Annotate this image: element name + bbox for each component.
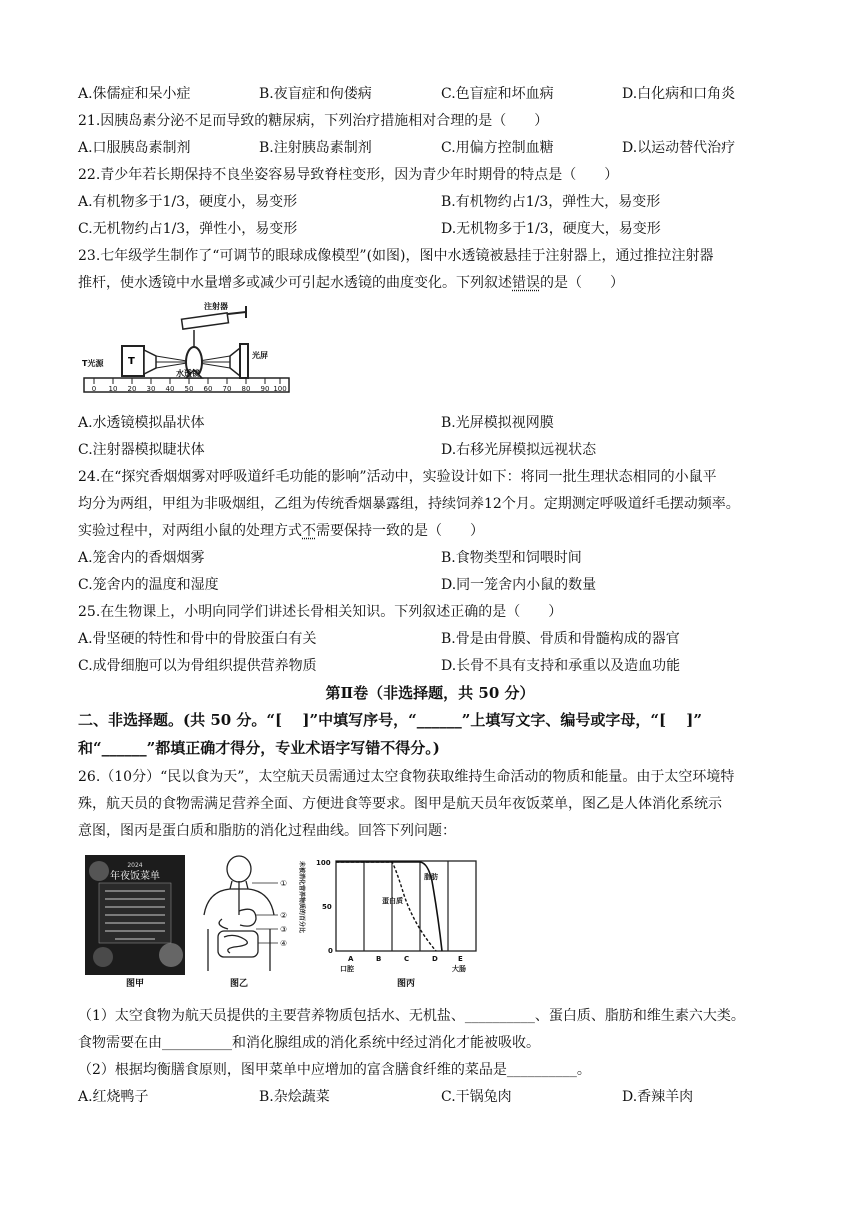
figure-bing-label: 图丙 [396, 979, 416, 987]
y-tick-50: 50 [322, 903, 332, 911]
q26-stem-line2: 殊，航天员的食物需满足营养全面、方便进食等要求。图甲是航天员年夜饭菜单，图乙是人体消化系统示 [78, 796, 722, 812]
q24-option-a: A.笼舍内的香烟烟雾 [78, 550, 205, 566]
yaxis-label: 未被消化营养物质的百分比 [298, 861, 305, 934]
q23-option-d: D.右移光屏模拟远视状态 [441, 442, 597, 458]
menu-figure [85, 855, 185, 987]
q26-sub2-option-d: D.香辣羊肉 [622, 1089, 694, 1105]
scale-30: 30 [146, 385, 156, 393]
q26-sub2: （2）根据均衡膳食原则，图甲菜单中应增加的富含膳食纤维的菜品是__________。 [78, 1062, 591, 1078]
q23-stem-pre: 推杆，使水透镜中水量增多或减少可引起水透镜的曲度变化。下列叙述 [78, 275, 512, 291]
q25-option-c: C.成骨细胞可以为骨组织提供营养物质 [78, 658, 317, 674]
x-tick-a: A [348, 955, 354, 963]
menu-title: 年夜饭菜单 [110, 871, 160, 882]
q20-option-a: A.侏儒症和呆小症 [78, 86, 191, 102]
scale-80: 80 [241, 385, 251, 393]
q25-option-b: B.骨是由骨膜、骨质和骨髓构成的器官 [441, 631, 680, 647]
q24-stem-pre: 实验过程中，对两组小鼠的处理方式 [78, 523, 302, 539]
q25-option-d: D.长骨不具有支持和承重以及造血功能 [441, 658, 681, 674]
q24-stem-line1: 24.在“探究香烟烟雾对呼吸道纤毛功能的影响”活动中，实验设计如下：将同一批生理状态相同的小鼠平 [78, 469, 717, 485]
q22-stem: 22.青少年若长期保持不良坐姿容易导致脊柱变形，因为青少年时期骨的特点是（ ） [78, 167, 619, 183]
x-label-mouth: 口腔 [340, 965, 354, 973]
organ-label-3: ③ [280, 925, 288, 934]
q26-sub1-line2: 食物需要在由__________和消化腺组成的消化系统中经过消化才能被吸收。 [78, 1035, 540, 1051]
figure-jia-label: 图甲 [125, 979, 145, 987]
q21-option-d: D.以运动替代治疗 [622, 140, 736, 156]
q24-stem-post: 需要保持一致的是（ ） [316, 523, 484, 539]
q26-sub2-option-b: B.杂烩蔬菜 [259, 1089, 330, 1105]
scale-90: 90 [260, 385, 270, 393]
menu-year: 2024 [127, 862, 143, 869]
q22-option-b: B.有机物约占1/3，弹性大，易变形 [441, 194, 661, 210]
q22-option-c: C.无机物约占1/3，弹性小，易变形 [78, 221, 298, 237]
q26-sub2-option-a: A.红烧鸭子 [78, 1089, 149, 1105]
light-source-label: T光源 [82, 359, 104, 368]
q25-stem: 25.在生物课上，小明向同学们讲述长骨相关知识。下列叙述正确的是（ ） [78, 604, 563, 620]
digestive-system-figure [194, 855, 294, 987]
q23-stem-line1: 23.七年级学生制作了“可调节的眼球成像模型”(如图)，图中水透镜被悬挂于注射器上，通过推拉注射器 [78, 248, 714, 264]
q23-stem-line2 [78, 273, 624, 293]
q25-option-a: A.骨坚硬的特性和骨中的骨胶蛋白有关 [78, 631, 317, 647]
section2-instructions-line2: 和“______”都填正确才得分，专业术语字写错不得分。) [78, 739, 440, 757]
q20-option-c: C.色盲症和坏血病 [441, 86, 554, 102]
q26-stem-line1: 26.（10分）“民以食为天”，太空航天员需通过太空食物获取维持生命活动的物质和能量。由于太空环境特 [78, 769, 735, 785]
x-tick-d: D [432, 955, 438, 963]
q23-option-c: C.注射器模拟睫状体 [78, 442, 205, 458]
scale-70: 70 [222, 385, 232, 393]
q24-stem-emphasis: 不 [302, 523, 316, 539]
figure-yi-label: 图乙 [229, 979, 249, 987]
scale-10: 10 [108, 385, 118, 393]
q26-sub1-line1: （1）太空食物为航天员提供的主要营养物质包括水、无机盐、__________、蛋白质、脂肪和维生素六大类。 [78, 1008, 745, 1024]
q21-stem: 21.因胰岛素分泌不足而导致的糖尿病，下列治疗措施相对合理的是（ ） [78, 113, 549, 129]
screen-label: 光屏 [252, 351, 268, 360]
q24-option-c: C.笼舍内的温度和湿度 [78, 577, 219, 593]
q23-stem-post: 的是（ ） [540, 275, 624, 291]
q23-stem-emphasis: 错误 [512, 275, 540, 291]
lens-label: 水透镜 [176, 369, 200, 378]
q26-stem-line3: 意图，图丙是蛋白质和脂肪的消化过程曲线。回答下列问题： [78, 823, 456, 839]
q20-option-b: B.夜盲症和佝偻病 [259, 86, 372, 102]
q22-option-a: A.有机物多于1/3，硬度小，易变形 [78, 194, 298, 210]
scale-60: 60 [203, 385, 213, 393]
light-source-mark: T [128, 356, 135, 367]
x-tick-b: B [376, 955, 382, 963]
q24-option-b: B.食物类型和饲喂时间 [441, 550, 582, 566]
syringe-label: 注射器 [204, 302, 228, 311]
q24-stem-line3 [78, 521, 484, 541]
fat-curve-label: 脂肪 [424, 873, 438, 881]
q21-option-b: B.注射胰岛素制剂 [259, 140, 372, 156]
q24-option-d: D.同一笼舍内小鼠的数量 [441, 577, 597, 593]
section2-title: 第Ⅱ卷（非选择题，共 50 分） [325, 684, 535, 702]
scale-0: 0 [91, 385, 97, 393]
q21-option-c: C.用偏方控制血糖 [441, 140, 554, 156]
organ-label-2: ② [280, 911, 288, 920]
section2-instructions-line1: 二、非选择题。(共 50 分。“[ ]”中填写序号，“______”上填写文字、编号或字母，“[ ]” [78, 711, 703, 729]
organ-label-1: ① [280, 879, 288, 888]
organ-label-4: ④ [280, 939, 288, 948]
q20-option-d: D.白化病和口角炎 [622, 86, 736, 102]
q24-stem-line2: 均分为两组，甲组为非吸烟组，乙组为传统香烟暴露组，持续饲养12个月。定期测定呼吸道纤毛摆动频率。 [78, 496, 740, 512]
x-tick-e: E [458, 955, 463, 963]
q22-option-d: D.无机物多于1/3，硬度大，易变形 [441, 221, 661, 237]
y-tick-0: 0 [328, 947, 333, 955]
scale-100: 100 [273, 385, 287, 393]
protein-curve-label: 蛋白质 [382, 897, 403, 905]
eye-model-figure [80, 300, 295, 408]
q26-sub2-option-c: C.干锅兔肉 [441, 1089, 512, 1105]
scale-40: 40 [165, 385, 175, 393]
q23-option-a: A.水透镜模拟晶状体 [78, 415, 205, 431]
x-label-colon: 大肠 [452, 965, 466, 973]
scale-20: 20 [127, 385, 137, 393]
q21-option-a: A.口服胰岛素制剂 [78, 140, 191, 156]
q23-option-b: B.光屏模拟视网膜 [441, 415, 554, 431]
y-tick-100: 100 [316, 859, 331, 867]
scale-50: 50 [184, 385, 194, 393]
digestion-curve-figure [296, 855, 480, 987]
x-tick-c: C [404, 955, 410, 963]
